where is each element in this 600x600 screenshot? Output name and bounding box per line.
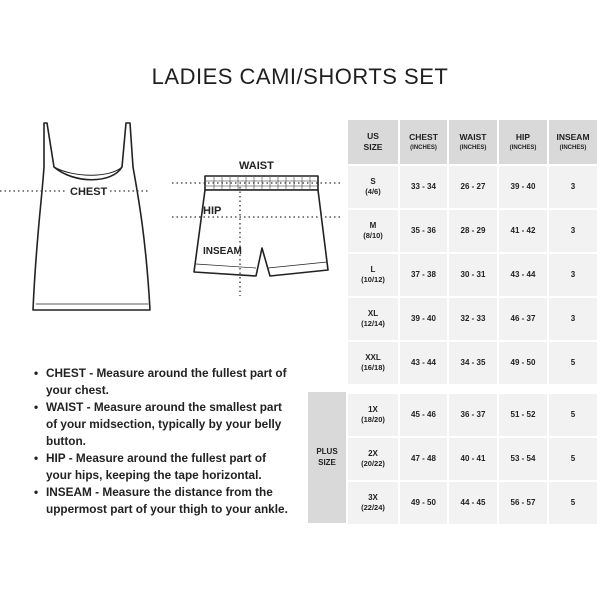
hip-cell: 56 - 57 xyxy=(499,482,547,524)
header-us-size: US SIZE xyxy=(348,120,398,164)
chest-cell: 37 - 38 xyxy=(400,254,447,296)
plus-size-label: PLUS SIZE xyxy=(308,392,346,523)
size-cell: S (4/6) xyxy=(348,166,398,208)
header-chest: CHEST (INCHES) xyxy=(400,120,447,164)
hip-label: HIP xyxy=(203,205,222,217)
waist-cell: 28 - 29 xyxy=(449,210,497,252)
hip-cell: 39 - 40 xyxy=(499,166,547,208)
note-chest: • CHEST - Measure around the fullest part of your chest. xyxy=(34,365,294,399)
measurement-notes xyxy=(34,365,294,518)
size-cell: 3X (22/24) xyxy=(348,482,398,524)
chest-cell: 49 - 50 xyxy=(400,482,447,524)
hip-cell: 43 - 44 xyxy=(499,254,547,296)
note-inseam: • INSEAM - Measure the distance from the uppermost part of your thigh to your ankle. xyxy=(34,484,294,518)
inseam-label: INSEAM xyxy=(203,246,242,257)
chest-cell: 39 - 40 xyxy=(400,298,447,340)
waist-cell: 30 - 31 xyxy=(449,254,497,296)
hip-cell: 41 - 42 xyxy=(499,210,547,252)
cami-drawing xyxy=(33,123,150,310)
waist-cell: 40 - 41 xyxy=(449,438,497,480)
shorts-drawing xyxy=(194,176,328,276)
waist-cell: 44 - 45 xyxy=(449,482,497,524)
header-waist: WAIST (INCHES) xyxy=(449,120,497,164)
chest-cell: 35 - 36 xyxy=(400,210,447,252)
garment-illustration xyxy=(0,110,345,330)
waist-cell: 34 - 35 xyxy=(449,342,497,384)
inseam-cell: 5 xyxy=(549,342,597,384)
inseam-cell: 5 xyxy=(549,482,597,524)
inseam-cell: 3 xyxy=(549,298,597,340)
size-cell: M (8/10) xyxy=(348,210,398,252)
size-cell: 2X (20/22) xyxy=(348,438,398,480)
inseam-cell: 3 xyxy=(549,254,597,296)
waist-cell: 36 - 37 xyxy=(449,394,497,436)
size-cell: XXL (16/18) xyxy=(348,342,398,384)
chest-label: CHEST xyxy=(70,186,108,198)
chest-cell: 43 - 44 xyxy=(400,342,447,384)
inseam-cell: 5 xyxy=(549,438,597,480)
chest-cell: 33 - 34 xyxy=(400,166,447,208)
size-cell: 1X (18/20) xyxy=(348,394,398,436)
inseam-cell: 5 xyxy=(549,394,597,436)
note-hip: • HIP - Measure around the fullest part of your hips, keeping the tape horizontal. xyxy=(34,450,294,484)
hip-cell: 46 - 37 xyxy=(499,298,547,340)
inseam-cell: 3 xyxy=(549,166,597,208)
size-cell: XL (12/14) xyxy=(348,298,398,340)
note-waist: • WAIST - Measure around the smallest part of your midsection, typically by your belly button. xyxy=(34,399,294,450)
inseam-cell: 3 xyxy=(549,210,597,252)
hip-cell: 51 - 52 xyxy=(499,394,547,436)
page-title: LADIES CAMI/SHORTS SET xyxy=(151,64,449,89)
header-hip: HIP (INCHES) xyxy=(499,120,547,164)
size-cell: L (10/12) xyxy=(348,254,398,296)
waist-label: WAIST xyxy=(239,160,274,172)
hip-cell: 49 - 50 xyxy=(499,342,547,384)
chest-cell: 45 - 46 xyxy=(400,394,447,436)
hip-cell: 53 - 54 xyxy=(499,438,547,480)
waist-cell: 26 - 27 xyxy=(449,166,497,208)
waist-cell: 32 - 33 xyxy=(449,298,497,340)
chest-cell: 47 - 48 xyxy=(400,438,447,480)
header-inseam: INSEAM (INCHES) xyxy=(549,120,597,164)
